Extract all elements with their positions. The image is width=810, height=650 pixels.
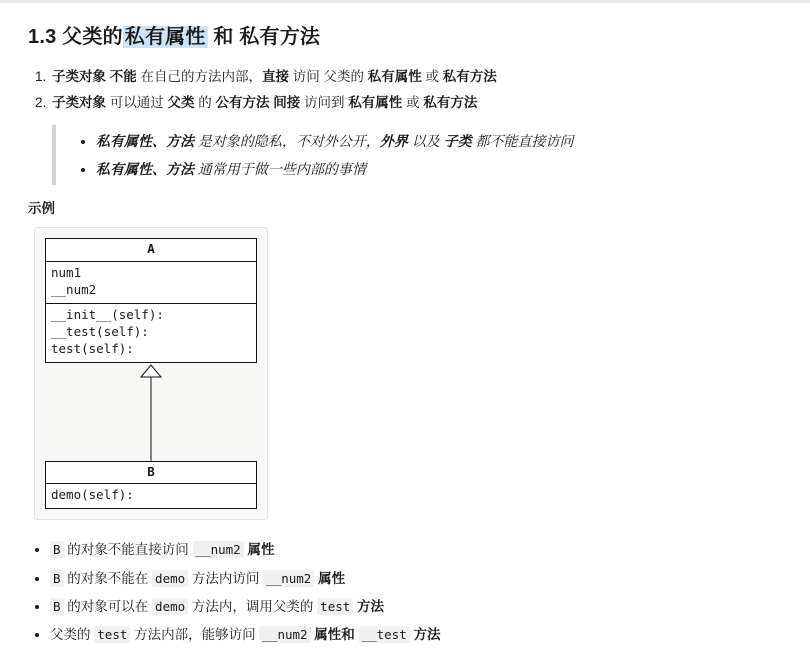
text-run: 父类的 bbox=[50, 627, 95, 643]
text-run: 访问 父类的 bbox=[289, 69, 368, 84]
uml-attribute: num1 bbox=[51, 265, 82, 281]
text-run: 外界 bbox=[379, 133, 408, 150]
text-run: 以及 bbox=[407, 133, 444, 150]
section-title-before: 父类的 bbox=[62, 26, 123, 48]
text-run: 私有方法 bbox=[442, 69, 497, 84]
uml-class-child bbox=[45, 461, 257, 510]
text-run: 间接 bbox=[269, 94, 305, 110]
text-run: 父类 bbox=[167, 94, 195, 110]
uml-child-title: B bbox=[46, 462, 256, 485]
numbered-list bbox=[28, 64, 782, 115]
inline-code: B bbox=[50, 570, 64, 587]
uml-parent-methods bbox=[46, 303, 256, 362]
text-run: 都不能直接访问 bbox=[471, 133, 574, 150]
text-run: 属性和 bbox=[310, 627, 359, 643]
uml-attribute: __num2 bbox=[51, 282, 97, 298]
text-run: 私有方法 bbox=[423, 94, 478, 110]
uml-class-parent bbox=[45, 238, 257, 362]
uml-method: __init__(self): bbox=[51, 306, 164, 322]
blockquote bbox=[52, 125, 782, 185]
text-run: 私有属性、方法 bbox=[96, 161, 194, 178]
page-title bbox=[28, 24, 782, 50]
inline-code: __num2 bbox=[259, 626, 310, 643]
text-run: 公有方法 bbox=[215, 94, 270, 110]
text-run: 是对象的隐私，不对外公开， bbox=[194, 133, 380, 150]
list-item bbox=[96, 127, 782, 155]
uml-method: test(self): bbox=[51, 340, 134, 356]
text-run: 或 bbox=[402, 94, 424, 110]
text-run: 属性 bbox=[243, 542, 275, 558]
inheritance-connector bbox=[45, 363, 257, 461]
section-title-middle: 和 bbox=[213, 26, 234, 48]
text-run: 的对象不能直接访问 bbox=[63, 542, 193, 558]
uml-method: demo(self): bbox=[51, 487, 134, 503]
section-title-after: 私有方法 bbox=[239, 26, 321, 48]
text-run: 方法 bbox=[353, 598, 385, 614]
list-item bbox=[96, 155, 782, 183]
list-item bbox=[50, 64, 782, 90]
text-run: 子类对象 bbox=[52, 69, 106, 84]
text-run: 私有属性 bbox=[367, 69, 422, 84]
inline-code: B bbox=[50, 541, 64, 558]
uml-parent-title: A bbox=[46, 239, 256, 262]
example-label: 示例 bbox=[28, 201, 55, 217]
bottom-list bbox=[28, 536, 782, 649]
inline-code: test bbox=[317, 598, 353, 615]
text-run: 可以通过 bbox=[106, 94, 168, 110]
list-item bbox=[50, 593, 782, 621]
text-run: 私有属性 bbox=[348, 94, 403, 110]
inheritance-arrow-icon bbox=[45, 363, 257, 461]
section-title-highlight: 私有属性 bbox=[124, 26, 206, 48]
text-run: 直接 bbox=[262, 69, 290, 84]
text-run: 方法内部，能够访问 bbox=[130, 627, 260, 643]
list-item bbox=[50, 90, 782, 116]
text-run: 通常用于做一些内部的事情 bbox=[194, 161, 366, 178]
inline-code: test bbox=[94, 626, 130, 643]
text-run: 方法 bbox=[409, 627, 441, 643]
uml-parent-attributes bbox=[46, 262, 256, 303]
text-run: 或 bbox=[421, 69, 443, 84]
uml-diagram bbox=[34, 227, 268, 520]
uml-method: __test(self): bbox=[51, 323, 149, 339]
inline-code: demo bbox=[152, 570, 188, 587]
text-run: 子类 bbox=[443, 133, 472, 150]
inline-code: __num2 bbox=[263, 570, 314, 587]
text-run: 属性 bbox=[314, 570, 346, 586]
section-number: 1.3 bbox=[28, 26, 57, 48]
inline-code: __test bbox=[359, 626, 410, 643]
inline-code: __num2 bbox=[193, 541, 244, 558]
text-run: 不能 bbox=[106, 69, 141, 84]
text-run: 私有属性、方法 bbox=[96, 133, 194, 150]
inline-code: B bbox=[50, 598, 64, 615]
list-item bbox=[50, 536, 782, 564]
text-run: 子类对象 bbox=[52, 94, 106, 110]
text-run: 方法内访问 bbox=[188, 570, 264, 586]
uml-child-methods bbox=[46, 484, 256, 508]
text-run: 访问到 bbox=[304, 94, 349, 110]
list-item bbox=[50, 621, 782, 649]
quote-list bbox=[74, 127, 782, 183]
list-item bbox=[50, 565, 782, 593]
text-run: 的对象可以在 bbox=[63, 598, 153, 614]
top-divider bbox=[0, 0, 810, 3]
inline-code: demo bbox=[152, 598, 188, 615]
text-run: 的对象不能在 bbox=[63, 570, 153, 586]
text-run: 在自己的方法内部， bbox=[140, 69, 263, 84]
text-run: 的 bbox=[194, 94, 216, 110]
text-run: 方法内，调用父类的 bbox=[188, 598, 318, 614]
